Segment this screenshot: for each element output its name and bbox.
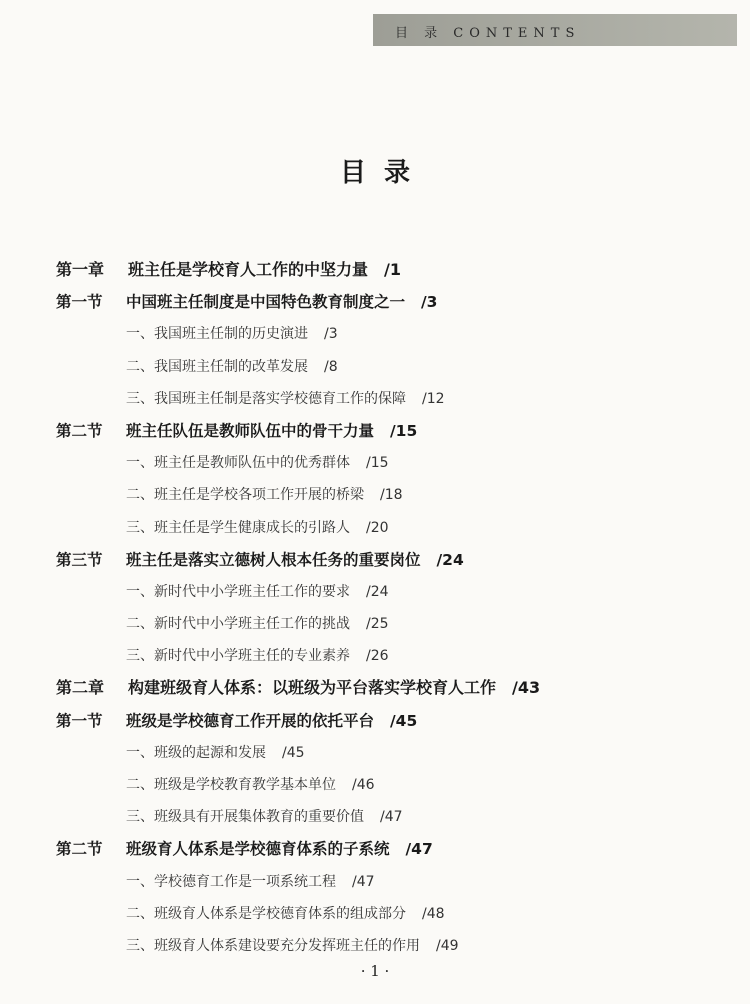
toc-entry-item[interactable] [56,801,706,833]
toc-entry-item[interactable] [56,737,706,769]
toc-entry-page: /47 [352,873,375,890]
toc-entry-page: /1 [384,260,401,279]
toc-entry-page: /24 [366,583,389,600]
toc-entry-item[interactable] [56,318,706,350]
toc-entry-item[interactable] [56,608,706,640]
toc-entry-item[interactable] [56,576,706,608]
toc-entry-item[interactable] [56,898,706,930]
toc-entry-page: /45 [390,711,418,730]
toc-entry-title: 班主任队伍是教师队伍中的骨干力量 [126,421,375,440]
toc-entry-page: /47 [405,840,433,859]
toc-entry-section[interactable] [56,705,706,737]
toc-entry-page: /26 [366,648,389,665]
toc-entry-page: /24 [436,550,464,569]
toc-entry-title: 一、新时代中小学班主任工作的要求 [126,583,350,600]
toc-entry-title: 班主任是落实立德树人根本任务的重要岗位 [126,550,421,569]
toc-entry-label: 第一节 [56,711,103,730]
toc-entry-page: /43 [512,678,541,698]
toc-entry-page: /25 [366,616,389,633]
toc-entry-item[interactable] [56,447,706,479]
toc-entry-page: /49 [436,937,459,954]
toc-entry-page: /12 [422,390,445,407]
toc-entry-label: 第一章 [56,260,105,279]
toc-entry-label: 第二章 [56,678,105,698]
toc-entry-page: /15 [390,421,418,440]
table-of-contents [56,254,706,962]
toc-entry-title: 一、班级的起源和发展 [126,744,266,761]
toc-entry-title: 三、我国班主任制是落实学校德育工作的保障 [126,390,406,407]
toc-entry-title: 班主任是学校育人工作的中坚力量 [128,260,369,279]
toc-entry-label: 第二节 [56,421,103,440]
toc-entry-section[interactable] [56,415,706,447]
toc-entry-page: /46 [352,777,375,793]
toc-entry-title: 二、班级育人体系是学校德育体系的组成部分 [126,905,406,922]
toc-entry-title: 班级是学校德育工作开展的依托平台 [126,711,375,730]
toc-entry-title: 二、我国班主任制的改革发展 [126,358,308,375]
toc-entry-section[interactable] [56,833,706,865]
toc-entry-section[interactable] [56,286,706,318]
toc-entry-page: /47 [380,809,403,826]
page-number: · 1 · [360,962,390,980]
toc-entry-page: /3 [324,326,338,343]
toc-entry-page: /18 [380,487,403,504]
running-header: 目 录 CONTENTS [395,26,581,41]
toc-entry-item[interactable] [56,351,706,383]
toc-entry-page: /3 [421,293,438,312]
toc-entry-title: 一、我国班主任制的历史演进 [126,326,308,343]
toc-entry-title: 二、班主任是学校各项工作开展的桥梁 [126,487,364,504]
toc-entry-item[interactable] [56,479,706,511]
toc-entry-title: 构建班级育人体系：以班级为平台落实学校育人工作 [128,678,497,698]
toc-entry-title: 三、新时代中小学班主任的专业素养 [126,648,350,665]
toc-entry-section[interactable] [56,544,706,576]
toc-entry-title: 一、学校德育工作是一项系统工程 [126,873,336,890]
toc-entry-page: /20 [366,519,389,536]
toc-entry-item[interactable] [56,383,706,415]
page-title: 目录 [339,158,428,188]
header-band [373,14,737,46]
toc-entry-title: 班级育人体系是学校德育体系的子系统 [126,840,390,859]
toc-entry-label: 第二节 [56,840,103,859]
toc-entry-item[interactable] [56,512,706,544]
toc-entry-label: 第三节 [56,550,103,569]
toc-entry-item[interactable] [56,640,706,672]
toc-entry-page: /15 [366,455,389,472]
toc-entry-title: 三、班级育人体系建设要充分发挥班主任的作用 [126,937,420,954]
toc-entry-title: 二、班级是学校教育教学基本单位 [126,777,336,793]
toc-entry-title: 一、班主任是教师队伍中的优秀群体 [126,455,350,472]
toc-entry-page: /48 [422,905,445,922]
toc-entry-chapter[interactable] [56,672,706,704]
toc-entry-title: 三、班级具有开展集体教育的重要价值 [126,809,364,826]
toc-entry-item[interactable] [56,769,706,801]
toc-entry-page: /8 [324,358,338,375]
toc-entry-item[interactable] [56,866,706,898]
toc-entry-title: 二、新时代中小学班主任工作的挑战 [126,616,350,633]
toc-entry-page: /45 [282,744,305,761]
toc-entry-item[interactable] [56,930,706,962]
toc-entry-chapter[interactable] [56,254,706,286]
toc-entry-title: 三、班主任是学生健康成长的引路人 [126,519,350,536]
toc-entry-label: 第一节 [56,293,103,312]
toc-entry-title: 中国班主任制度是中国特色教育制度之一 [126,293,406,312]
